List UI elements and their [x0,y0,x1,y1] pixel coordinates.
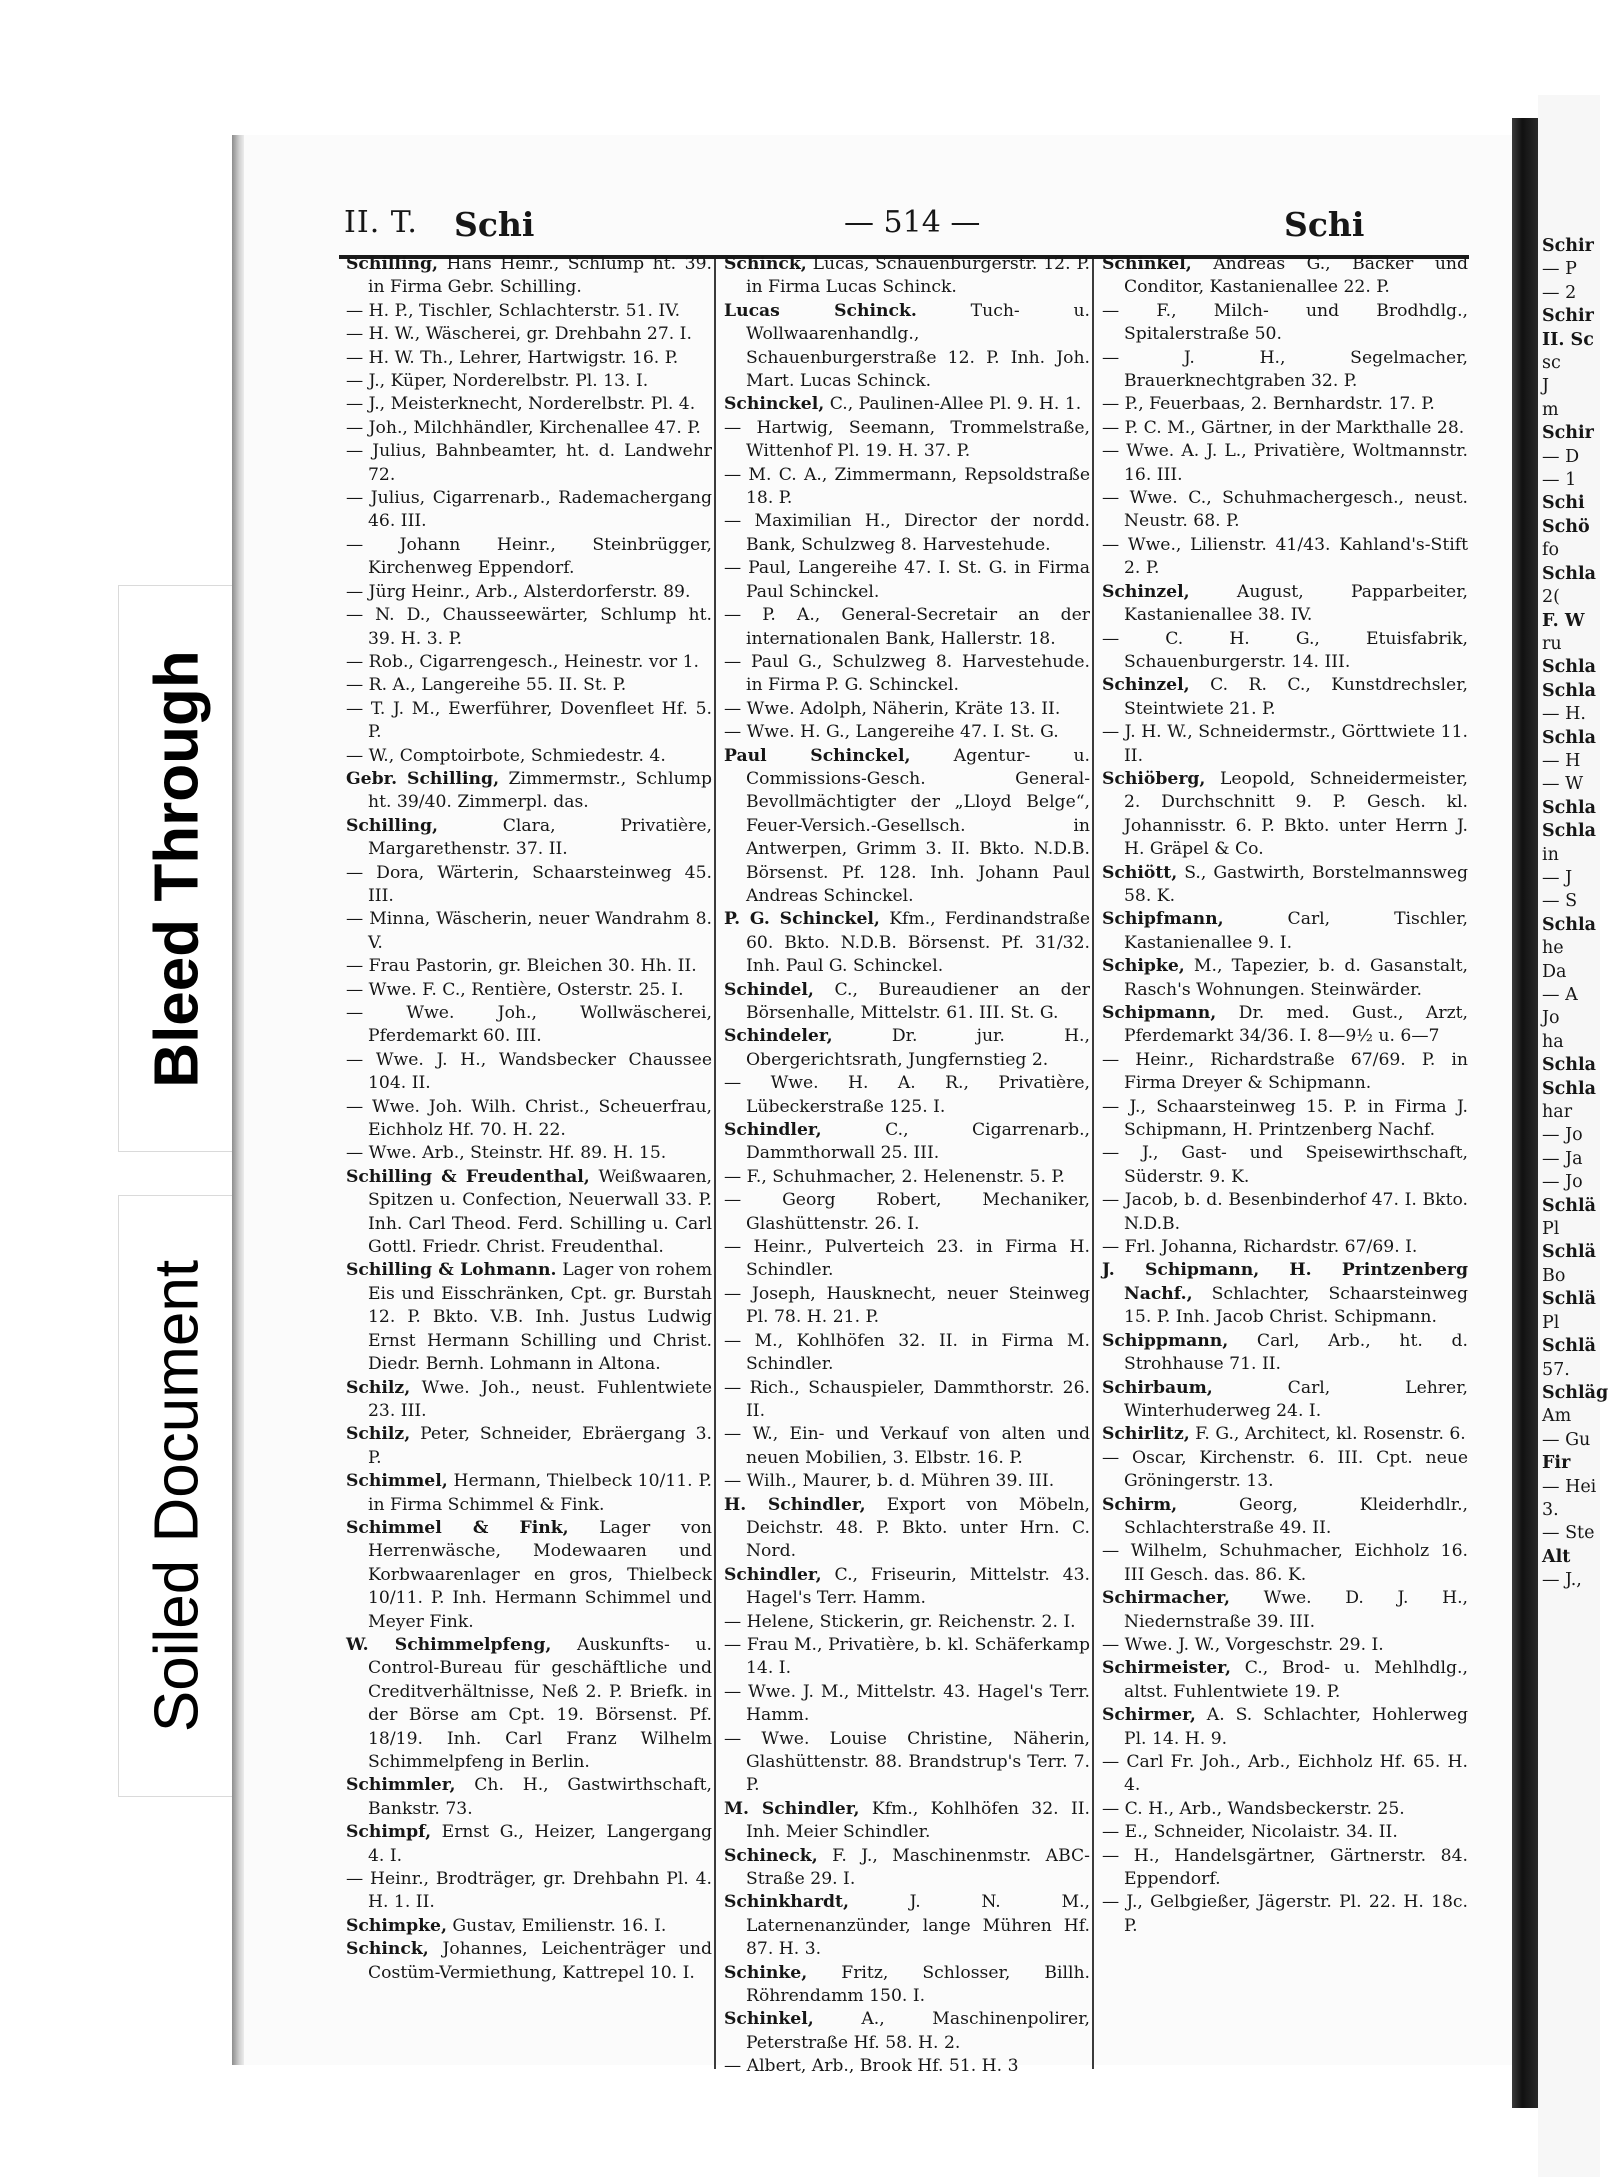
directory-column-2 [720,253,1091,2077]
adjacent-fragment: Schlä [1542,1242,1597,1263]
column-divider [714,259,716,2069]
directory-subentry: — Maximilian H., Director der nordd. Bank, Schulzweg 8. Harvestehude. [724,511,1090,555]
entry-surname: W. Schimmelpfeng, [346,1634,552,1655]
directory-entry [342,1915,712,1938]
directory-subentry: — Wwe. J. M., Mittelstr. 43. Hagel's Terr. Hamm. [724,1681,1090,1726]
adjacent-fragment: — Ja [1542,1148,1583,1169]
directory-entry [720,1962,1090,2009]
adjacent-fragment: Da [1542,961,1567,982]
entry-surname: Schinkel, [724,2009,814,2030]
directory-subentry: — P. C. M., Gärtner, in der Markthalle 28. [1102,417,1465,438]
adjacent-fragment: ru [1542,633,1562,654]
entry-details: Wwe. Joh., neust. Fuhlentwiete 23. III. [368,1377,712,1421]
entry-details: Ernst G., Heizer, Langergang 4. I. [368,1822,712,1866]
adjacent-fragment: Schla [1542,1055,1597,1076]
adjacent-fragment: Schla [1542,797,1597,818]
directory-entry [720,393,1090,416]
entry-details: C., Paulinen-Allee Pl. 9. H. 1. [824,394,1082,415]
adjacent-fragment: — W [1542,774,1584,795]
entry-surname: Schimpke, [346,1915,447,1936]
entry-details: Agentur- u. Commissions-Gesch. General-Bevollmächtigter der „Lloyd Belge“, Feuer-Versich.-Gesellsch. in Antwerpen, Grimm 3. II. Bkto. N.D.B. Börsenst. Pf. 128. Inh. Johann Paul Andreas Schinckel. [746,745,1090,906]
directory-entry [342,768,712,815]
entry-details: Fritz, Schlosser, Billh. Röhrendamm 150. I. [746,1962,1090,2007]
entry-details: C., Brod- u. Mehlhdlg., altst. Fuhlentwiete 19. P. [1124,1658,1468,1702]
adjacent-fragment: J [1542,376,1550,397]
entry-surname: Schimpf, [346,1822,432,1843]
adjacent-fragment: Pl [1542,1219,1560,1240]
directory-subentry: — F., Milch- und Brodhdlg., Spitalerstraße 50. [1102,300,1468,345]
directory-entry [342,1377,712,1424]
adjacent-fragment: he [1542,938,1564,959]
directory-entry [342,1634,712,1774]
page-edge-shadow [232,135,244,2065]
adjacent-fragment: Alt [1542,1546,1571,1567]
entry-surname: P. G. Schinckel, [724,909,880,930]
directory-entry [342,1470,712,1517]
entry-details: Schlachter, Schaarsteinweg 15. P. Inh. Jacob Christ. Schipmann. [1124,1283,1468,1328]
adjacent-fragment: — 2 [1542,282,1577,303]
directory-subentry: — Heinr., Pulverteich 23. in Firma H. Schindler. [724,1237,1090,1281]
directory-subentry: — J. H., Segelmacher, Brauerknechtgraben 32. P. [1102,347,1468,392]
entry-surname: Schindler, [724,1564,822,1585]
bleed-through-label: Bleed Through [142,649,212,1088]
directory-entry [342,1938,712,1985]
entry-surname: Schirlitz, [1102,1424,1190,1445]
page-header [344,205,1464,245]
column-divider [1092,259,1094,2069]
page-number: — 514 — [844,205,981,240]
adjacent-fragment: sc [1542,353,1561,374]
directory-subentry: — Oscar, Kirchenstr. 6. III. Cpt. neue Gröningerstr. 13. [1102,1447,1468,1492]
adjacent-fragment: — Jo [1542,1125,1583,1146]
entry-details: C. R. C., Kunstdrechsler, Steintwiete 21. P. [1124,675,1468,719]
entry-details: Johannes, Leichenträger und Costüm-Vermiethung, Kattrepel 10. I. [368,1939,712,1983]
directory-entry [720,1494,1090,1564]
directory-subentry: — E., Schneider, Nicolaistr. 34. II. [1102,1822,1398,1843]
adjacent-fragment: — Jo [1542,1172,1583,1193]
adjacent-fragment: Fir [1542,1453,1571,1474]
directory-subentry: — Wwe. A. J. L., Privatière, Woltmannstr. 16. III. [1102,441,1468,485]
directory-entry [1098,1657,1468,1704]
entry-surname: Schinke, [724,1962,808,1983]
entry-surname: Schinzel, [1102,581,1190,602]
entry-details: A. S. Schlachter, Hohlerweg Pl. 14. H. 9. [1124,1705,1468,1749]
adjacent-fragment: fo [1542,540,1560,561]
entry-surname: Schinkhardt, [724,1892,849,1913]
directory-subentry: — Jacob, b. d. Besenbinderhof 47. I. Bkto. N.D.B. [1102,1190,1468,1234]
entry-surname: Schimmel, [346,1471,448,1492]
adjacent-fragment: Schla [1542,1078,1597,1099]
directory-subentry: — Georg Robert, Mechaniker, Glashüttenstr. 26. I. [724,1190,1090,1234]
entry-details: Carl, Arb., ht. d. Strohhause 71. II. [1124,1330,1468,1375]
adjacent-fragment: Schir [1542,306,1594,327]
directory-entry [1098,1330,1468,1377]
adjacent-fragment: F. W [1542,610,1585,631]
entry-details: Gustav, Emilienstr. 16. I. [446,1915,667,1936]
entry-surname: Schipfmann, [1102,909,1224,930]
adjacent-fragment: — D [1542,446,1580,467]
soiled-document-tag [118,1195,235,1797]
directory-subentry: — T. J. M., Ewerführer, Dovenfleet Hf. 5. P. [346,698,712,743]
entry-surname: Schindeler, [724,1026,833,1047]
entry-details: A., Maschinenpolirer, Peterstraße Hf. 58. H. 2. [746,2009,1090,2053]
entry-surname: Schipke, [1102,956,1185,977]
directory-column-3 [1098,253,1468,2048]
adjacent-fragment: II. Sc [1542,329,1594,350]
directory-entry [1098,1423,1468,1446]
adjacent-fragment: 2( [1542,587,1560,608]
adjacent-fragment: — Ste [1542,1523,1595,1544]
entry-surname: Paul Schinckel, [724,745,911,766]
directory-subentry: — Heinr., Richardstraße 67/69. P. in Firma Dreyer & Schipmann. [1102,1049,1468,1094]
entry-surname: Schilling, [346,254,438,274]
adjacent-fragment: ha [1542,1031,1564,1052]
directory-subentry: — Frau M., Privatière, b. kl. Schäferkamp 14. I. [724,1634,1090,1679]
entry-details: Lager von Herrenwäsche, Modewaaren und Korbwaarenlager en gros, Thielbeck 10/11. P. Inh. Hermann Schimmel und Meyer Fink. [368,1517,712,1632]
entry-surname: M. Schindler, [724,1798,860,1819]
entry-surname: Schimmler, [346,1775,456,1796]
directory-subentry: — Wilhelm, Schuhmacher, Eichholz 16. III Gesch. das. 86. K. [1102,1541,1468,1585]
entry-surname: Schirmacher, [1102,1588,1230,1609]
annotation-labels [0,0,240,2177]
directory-entry [1098,768,1468,862]
entry-surname: Schinck, [724,254,807,274]
entry-details: F. J., Maschinenmstr. ABC-Straße 29. I. [746,1845,1090,1890]
adjacent-fragment: Schir [1542,236,1594,256]
directory-subentry: — W., Ein- und Verkauf von alten und neuen Mobilien, 3. Elbstr. 16. P. [724,1424,1090,1468]
adjacent-fragment: — Gu [1542,1429,1591,1450]
adjacent-fragment: — J [1542,867,1573,888]
adjacent-fragment: Schlä [1542,1289,1597,1310]
directory-subentry: — Frau Pastorin, gr. Bleichen 30. Hh. II. [346,956,697,977]
adjacent-fragment: Bo [1542,1265,1566,1286]
entry-details: Ch. H., Gastwirthschaft, Bankstr. 73. [368,1775,712,1819]
directory-subentry: — Wilh., Maurer, b. d. Mühren 39. III. [724,1471,1055,1492]
entry-surname: Schilling & Lohmann. [346,1260,557,1281]
directory-entry [342,1423,712,1470]
directory-entry [1098,674,1468,721]
header-key-left: Schi [454,205,535,244]
entry-surname: Schilz, [346,1424,411,1445]
directory-entry [342,1774,712,1821]
directory-entry [720,1119,1090,1166]
directory-subentry: — Carl Fr. Joh., Arb., Eichholz Hf. 65. H. 4. [1102,1752,1468,1796]
directory-entry [342,253,712,300]
adjacent-fragment: — P [1542,259,1577,280]
directory-subentry: — H. P., Tischler, Schlachterstr. 51. IV. [346,300,681,321]
directory-subentry: — Wwe. H. A. R., Privatière, Lübeckerstraße 125. I. [724,1073,1090,1117]
adjacent-fragment: har [1542,1102,1573,1123]
entry-details: M., Tapezier, b. d. Gasanstalt, Rasch's Wohnungen. Steinwärder. [1124,956,1468,1000]
adjacent-fragment: 57. [1542,1359,1570,1380]
bleed-through-tag [118,585,235,1152]
adjacent-fragment: in [1542,844,1559,865]
directory-subentry: — Paul, Langereihe 47. I. St. G. in Firma Paul Schinckel. [724,558,1090,602]
directory-subentry: — J., Gast- und Speisewirthschaft, Süderstr. 9. K. [1102,1143,1468,1187]
directory-entry [342,1821,712,1868]
directory-subentry: — Joh., Milchhändler, Kirchenallee 47. P. [346,417,701,438]
header-key-right: Schi [1284,205,1365,244]
entry-surname: Schiött, [1102,862,1178,883]
entry-details: Dr. med. Gust., Arzt, Pferdemarkt 34/36. I. 8—9½ u. 6—7 [1124,1003,1468,1047]
adjacent-fragment: Schö [1542,516,1590,537]
entry-surname: Lucas Schinck. [724,300,917,321]
directory-subentry: — M., Kohlhöfen 32. II. in Firma M. Schindler. [724,1330,1090,1375]
directory-subentry: — J. H. W., Schneidermstr., Görttwiete 11. II. [1102,722,1468,766]
entry-surname: Schippmann, [1102,1330,1229,1351]
adjacent-page-fragments [1542,235,1608,1593]
directory-entry [342,1166,712,1260]
directory-entry [720,745,1090,909]
directory-entry [720,1798,1090,1845]
adjacent-fragment: — A [1542,985,1578,1005]
adjacent-fragment: Schlä [1542,1195,1597,1216]
entry-details: Zimmermstr., Schlump ht. 39/40. Zimmerpl. das. [368,768,712,813]
entry-details: Leopold, Schneidermeister, 2. Durchschnitt 9. P. Gesch. kl. Johannisstr. 6. P. Bkto. unter Herrn J. H. Gräpel & Co. [1124,768,1468,860]
directory-subentry: — Wwe. J. H., Wandsbecker Chaussee 104. II. [346,1049,712,1094]
directory-subentry: — Jürg Heinr., Arb., Alsterdorferstr. 89. [346,581,691,602]
entry-details: S., Gastwirth, Borstelmannsweg 58. K. [1124,862,1468,906]
directory-subentry: — J., Schaarsteinweg 15. P. in Firma J. Schipmann, H. Printzenberg Nachf. [1102,1096,1468,1141]
adjacent-fragment: — H. [1542,704,1586,725]
entry-surname: Schinzel, [1102,675,1190,696]
entry-surname: Gebr. Schilling, [346,768,500,789]
entry-surname: Schindel, [724,979,814,1000]
directory-subentry: — Albert, Arb., Brook Hf. 51. H. 3 [724,2056,1019,2077]
entry-details: Dr. jur. H., Obergerichtsrath, Jungfernstieg 2. [746,1026,1090,1070]
entry-surname: Schineck, [724,1845,818,1866]
directory-subentry: — Wwe. Adolph, Näherin, Kräte 13. II. [724,698,1061,719]
entry-surname: J. Schipmann, H. Printzenberg Nachf., [1102,1260,1468,1304]
directory-entry [342,1259,712,1376]
directory-entry [720,253,1090,300]
directory-entry [342,1517,712,1634]
directory-entry [1098,1259,1468,1329]
directory-subentry: — M. C. A., Zimmermann, Repsoldstraße 18. P. [724,464,1090,509]
entry-details: Andreas G., Bäcker und Conditor, Kastanienallee 22. P. [1124,254,1468,298]
entry-details: Hermann, Thielbeck 10/11. P. in Firma Schimmel & Fink. [368,1471,712,1515]
entry-surname: Schilling & Freudenthal, [346,1166,590,1187]
directory-entry [720,979,1090,1026]
gutter-shadow [1512,118,1538,2108]
directory-subentry: — Wwe. Arb., Steinstr. Hf. 89. H. 15. [346,1143,667,1164]
entry-details: Hans Heinr., Schlump ht. 39. in Firma Gebr. Schilling. [368,254,712,298]
adjacent-fragment: Schi [1542,493,1585,514]
directory-subentry: — Wwe. J. W., Vorgeschstr. 29. I. [1102,1634,1384,1655]
adjacent-fragment: — H [1542,750,1581,771]
entry-surname: H. Schindler, [724,1494,866,1515]
directory-subentry: — Wwe., Lilienstr. 41/43. Kahland's-Stift 2. P. [1102,534,1468,579]
directory-entry [720,2008,1090,2055]
entry-details: August, Papparbeiter, Kastanienallee 38. IV. [1124,581,1468,626]
directory-subentry: — Wwe. C., Schuhmachergesch., neust. Neustr. 68. P. [1102,488,1468,532]
entry-details: Lager von rohem Eis und Eisschränken, Cpt. gr. Burstah 12. P. Bkto. V.B. Inh. Justus Ludwig Ernst Hermann Schilling und Christ. Diedr. Bernh. Lohmann in Altona. [368,1260,712,1375]
entry-surname: Schirmeister, [1102,1658,1231,1679]
entry-surname: Schindler, [724,1120,822,1141]
entry-surname: Schiöberg, [1102,768,1206,789]
adjacent-fragment: — Hei [1542,1476,1597,1497]
directory-entry [342,815,712,862]
directory-entry [720,1025,1090,1072]
part-label: II. T. [344,205,418,240]
adjacent-fragment: — J., [1542,1570,1582,1591]
adjacent-fragment: m [1542,399,1559,420]
adjacent-fragment: Schla [1542,680,1597,701]
directory-entry [720,1891,1090,1961]
entry-details: Kfm., Kohlhöfen 32. II. Inh. Meier Schindler. [746,1798,1091,1843]
directory-entry [1098,908,1468,955]
entry-details: Weißwaaren, Spitzen u. Confection, Neuerwall 33. P. Inh. Carl Theod. Ferd. Schilling u. Carl Gottl. Friedr. Christ. Freudenthal. [368,1166,712,1258]
directory-subentry: — Wwe. Louise Christine, Näherin, Glashüttenstr. 88. Brandstrup's Terr. 7. P. [724,1728,1090,1796]
entry-details: C., Cigarrenarb., Dammthorwall 25. III. [746,1120,1090,1164]
directory-entry [720,908,1090,978]
directory-subentry: — H. W., Wäscherei, gr. Drehbahn 27. I. [346,324,692,345]
entry-details: Carl, Lehrer, Winterhuderweg 24. I. [1124,1377,1468,1421]
entry-details: Kfm., Ferdinandstraße 60. Bkto. N.D.B. Börsenst. Pf. 31/32. Inh. Paul G. Schinckel. [746,909,1090,977]
directory-entry [720,1564,1090,1611]
entry-details: Georg, Kleiderhdlr., Schlachterstraße 49. II. [1124,1494,1468,1538]
directory-subentry: — Wwe. F. C., Rentière, Osterstr. 25. I. [346,979,684,1000]
adjacent-fragment: Schläg [1542,1382,1608,1403]
adjacent-fragment: Schla [1542,914,1597,935]
directory-subentry: — Johann Heinr., Steinbrügger, Kirchenweg Eppendorf. [346,534,712,579]
directory-entry [720,1845,1090,1892]
entry-surname: Schirm, [1102,1494,1178,1515]
directory-subentry: — F., Schuhmacher, 2. Helenenstr. 5. P. [724,1166,1065,1187]
entry-details: Tuch- u. Wollwaarenhandlg., Schauenburgerstraße 12. P. Inh. Joh. Mart. Lucas Schinck. [746,300,1090,392]
directory-subentry: — Helene, Stickerin, gr. Reichenstr. 2. I. [724,1611,1076,1632]
directory-entry [1098,1587,1468,1634]
entry-details: Export von Möbeln, Deichstr. 48. P. Bkto. unter Hrn. C. Nord. [746,1494,1090,1562]
adjacent-fragment: Schla [1542,657,1597,678]
entry-surname: Schinckel, [724,394,825,415]
entry-details: C., Friseurin, Mittelstr. 43. Hagel's Terr. Hamm. [746,1564,1090,1609]
directory-entry [1098,253,1468,300]
directory-column-1 [342,253,712,2048]
directory-subentry: — H. W. Th., Lehrer, Hartwigstr. 16. P. [346,347,679,368]
adjacent-fragment: 3. [1542,1499,1559,1520]
entry-details: Lucas, Schauenburgerstr. 12. P. in Firma Lucas Schinck. [746,254,1090,298]
entry-surname: Schirmer, [1102,1705,1196,1726]
directory-subentry: — Hartwig, Seemann, Trommelstraße, Wittenhof Pl. 19. H. 37. P. [724,417,1090,462]
entry-surname: Schirbaum, [1102,1377,1213,1398]
entry-surname: Schinck, [346,1939,429,1960]
adjacent-fragment: — S [1542,891,1578,912]
directory-subentry: — J., Küper, Norderelbstr. Pl. 13. I. [346,371,649,392]
directory-subentry: — P., Feuerbaas, 2. Bernhardstr. 17. P. [1102,394,1435,415]
directory-subentry: — N. D., Chausseewärter, Schlump ht. 39. H. 3. P. [346,605,712,649]
directory-subentry: — Rob., Cigarrengesch., Heinestr. vor 1. [346,651,699,672]
soiled-document-label: Soiled Document [142,1259,212,1733]
directory-subentry: — J., Gelbgießer, Jägerstr. Pl. 22. H. 18c. P. [1102,1892,1468,1936]
adjacent-fragment: Pl [1542,1312,1560,1333]
adjacent-fragment: Schla [1542,727,1597,748]
directory-page [244,135,1516,2077]
adjacent-fragment: Schla [1542,563,1597,584]
entry-surname: Schilling, [346,815,438,836]
directory-subentry: — Wwe. Joh., Wollwäscherei, Pferdemarkt 60. III. [346,1003,712,1047]
directory-entry [1098,1494,1468,1541]
directory-subentry: — R. A., Langereihe 55. II. St. P. [346,675,627,696]
directory-subentry: — Julius, Bahnbeamter, ht. d. Landwehr 72. [346,441,712,485]
directory-entry [1098,1377,1468,1424]
directory-subentry: — C. H. G., Etuisfabrik, Schauenburgerstr. 14. III. [1102,628,1468,672]
entry-surname: Schipmann, [1102,1003,1217,1023]
entry-details: J. N. M., Laternenanzünder, lange Mühren Hf. 87. H. 3. [746,1892,1090,1960]
entry-details: Carl, Tischler, Kastanienallee 9. I. [1124,909,1468,953]
directory-entry [1098,1704,1468,1751]
directory-subentry: — C. H., Arb., Wandsbeckerstr. 25. [1102,1798,1405,1819]
adjacent-fragment: Schla [1542,821,1597,842]
directory-entry [1098,955,1468,1002]
directory-subentry: — W., Comptoirbote, Schmiedestr. 4. [346,745,666,766]
directory-subentry: — Frl. Johanna, Richardstr. 67/69. I. [1102,1237,1418,1258]
entry-surname: Schinkel, [1102,254,1192,274]
directory-subentry: — Wwe. H. G., Langereihe 47. I. St. G. [724,722,1059,743]
directory-subentry: — Minna, Wäscherin, neuer Wandrahm 8. V. [346,909,712,953]
entry-details: F. G., Architect, kl. Rosenstr. 6. [1189,1424,1466,1445]
directory-entry [1098,862,1468,909]
directory-subentry: — H., Handelsgärtner, Gärtnerstr. 84. Eppendorf. [1102,1845,1468,1890]
adjacent-fragment: Jo [1542,1008,1560,1029]
entry-details: C., Bureaudiener an der Börsenhalle, Mittelstr. 61. III. St. G. [746,979,1090,1023]
entry-surname: Schilz, [346,1377,411,1398]
entry-details: Clara, Privatière, Margarethenstr. 37. II. [368,815,712,860]
directory-subentry: — Heinr., Brodträger, gr. Drehbahn Pl. 4. H. 1. II. [346,1869,712,1913]
adjacent-fragment: Am [1542,1406,1572,1427]
directory-subentry: — J., Meisterknecht, Norderelbstr. Pl. 4. [346,394,696,415]
adjacent-fragment: Schir [1542,423,1594,444]
directory-subentry: — Julius, Cigarrenarb., Rademachergang 46. III. [346,488,712,532]
directory-entry [1098,581,1468,628]
entry-details: Peter, Schneider, Ebräergang 3. P. [368,1424,712,1468]
entry-details: Auskunfts- u. Control-Bureau für geschäftliche und Creditverhältnisse, Neß 2. P. Briefk. in der Börse am Cpt. 19. Börsenst. Pf. 18/19. Inh. Carl Franz Wilhelm Schimmelpfeng in Berlin. [368,1634,712,1772]
entry-details: Wwe. D. J. H., Niedernstraße 39. III. [1124,1588,1468,1632]
adjacent-page-edge [1538,95,1608,2177]
entry-surname: Schimmel & Fink, [346,1517,569,1538]
directory-subentry: — Rich., Schauspieler, Dammthorstr. 26. II. [724,1377,1090,1421]
directory-entry [720,300,1090,394]
adjacent-fragment: — 1 [1542,470,1577,491]
directory-subentry: — Paul G., Schulzweg 8. Harvestehude. in Firma P. G. Schinckel. [724,651,1090,696]
directory-subentry: — P. A., General-Secretair an der internationalen Bank, Hallerstr. 18. [724,605,1090,649]
adjacent-fragment: Schlä [1542,1336,1597,1357]
directory-subentry: — Dora, Wärterin, Schaarsteinweg 45. III. [346,862,712,906]
directory-entry [1098,1002,1468,1049]
directory-subentry: — Joseph, Hausknecht, neuer Steinweg Pl. 78. H. 21. P. [724,1283,1090,1328]
directory-subentry: — Wwe. Joh. Wilh. Christ., Scheuerfrau, Eichholz Hf. 70. H. 22. [346,1096,712,1141]
